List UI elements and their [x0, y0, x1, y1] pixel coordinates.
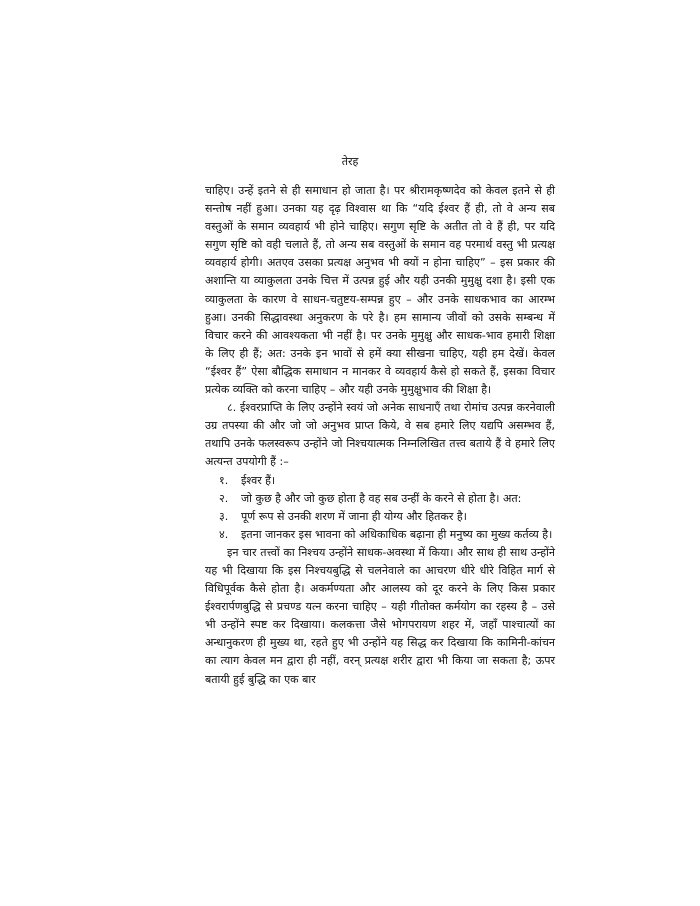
body-text: [205, 182, 555, 689]
list-item-text: जो कुछ है और जो कुछ होता है वह सब उन्हीं के करने से होता है। अत:: [241, 491, 522, 505]
list-item-number: १.: [219, 473, 229, 487]
list-item-number: ४.: [219, 527, 229, 541]
list-item-number: २.: [219, 491, 229, 505]
list-item-text: ईश्वर हैं।: [241, 473, 276, 487]
list-item: [205, 490, 555, 508]
page-number-header: तेरह: [341, 155, 359, 168]
paragraph-2: ८. ईश्वरप्राप्ति के लिए उन्होंने स्वयं जो अनेक साधनाएँ तथा रोमांच उत्पन्न करनेवाली उग्र तपस्या की और जो जो अनुभव प्राप्त किये, वे सब हमारे लिए यद्यपि असम्भव हैं, तथापि उनके फलस्वरूप उन्होंने जो निश्चयात्मक निम्नलिखित तत्त्व बताये हैं वे हमारे लिए अत्यन्त उपयोगी हैं :–: [205, 401, 555, 469]
list-item: [205, 508, 555, 526]
paragraph-1: चाहिए। उन्हें इतने से ही समाधान हो जाता है। पर श्रीरामकृष्णदेव को केवल इतने से ही सन्तोष नहीं हुआ। उनका यह दृढ़ विश्वास था कि “यदि ईश्वर हैं ही, तो वे अन्य सब वस्तुओं के समान व्यवहार्य भी होने चाहिए। सगुण सृष्टि के अतीत तो वे हैं ही, पर यदि सगुण सृष्टि को वही चलाते हैं, तो अन्य सब वस्तुओं के समान वह परमार्थ वस्तु भी प्रत्यक्ष व्यवहार्य होगी। अतएव उसका प्रत्यक्ष अनुभव भी क्यों न होना चाहिए” – इस प्रकार की अशान्ति या व्याकुलता उनके चित्त में उत्पन्न हुई और यही उनकी मुमुक्षु दशा है। इसी एक व्याकुलता के कारण वे साधन-चतुष्टय-सम्पन्न हुए – और उनके साधकभाव का आरम्भ हुआ। उनकी सिद्धावस्था अनुकरण के परे है। हम सामान्य जीवों को उसके सम्बन्ध में विचार करने की आवश्यकता भी नहीं है। पर उनके मुमुक्षु और साधक-भाव हमारी शिक्षा के लिए ही हैं; अत: उनके इन भावों से हमें क्या सीखना चाहिए, यही हम देखें। केवल “ईश्वर हैं” ऐसा बौद्धिक समाधान न मानकर वे व्यवहार्य कैसे हो सकते हैं, इसका विचार प्रत्येक व्यक्ति को करना चाहिए – और यही उनके मुमुक्षुभाव की शिक्षा है।: [205, 184, 555, 397]
list-item-text: पूर्ण रूप से उनकी शरण में जाना ही योग्य और हितकर है।: [241, 509, 467, 523]
list-item: [205, 526, 555, 544]
list-item-number: ३.: [219, 509, 229, 523]
paragraph-3: इन चार तत्त्वों का निश्चय उन्होंने साधक-अवस्था में किया। और साथ ही साथ उन्होंने यह भी दिखाया कि इस निश्चयबुद्धि से चलनेवाले का आचरण धीरे धीरे विहित मार्ग से विधिपूर्वक कैसे होता है। अकर्मण्यता और आलस्य को दूर करने के लिए किस प्रकार ईश्वरार्पणबुद्धि से प्रचण्ड यत्न करना चाहिए – यही गीतोक्त कर्मयोग का रहस्य है – उसे भी उन्होंने स्पष्ट कर दिखाया। कलकत्ता जैसे भोगपरायण शहर में, जहाँ पाश्चात्यों का अन्धानुकरण ही मुख्य था, रहते हुए भी उन्होंने यह सिद्ध कर दिखाया कि कामिनी-कांचन का त्याग केवल मन द्वारा ही नहीं, वरन् प्रत्यक्ष शरीर द्वारा भी किया जा सकता है; ऊपर बतायी हुई बुद्धि का एक बार: [205, 545, 555, 686]
numbered-list: [205, 472, 555, 544]
list-item: [205, 472, 555, 490]
list-item-text: इतना जानकर इस भावना को अधिकाधिक बढ़ाना ही मनुष्य का मुख्य कर्तव्य है।: [241, 527, 553, 541]
